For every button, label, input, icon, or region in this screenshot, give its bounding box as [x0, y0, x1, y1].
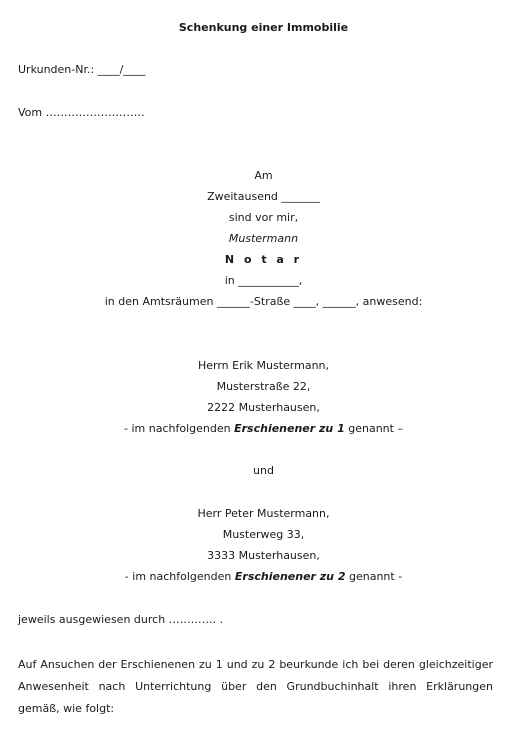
party-2-designation: [0, 570, 527, 584]
party-2-city: 3333 Musterhausen,: [207, 549, 320, 562]
preamble-before-me: sind vor mir,: [228, 211, 299, 224]
conjunction-und: und: [253, 464, 274, 477]
party-1-designation-role: Erschienener zu 1: [234, 422, 345, 435]
party-1-designation: [0, 422, 527, 436]
document-title: Schenkung einer Immobilie: [178, 21, 349, 34]
closing-paragraph: Auf Ansuchen der Erschienenen zu 1 und zu 2 beurkunde ich bei deren gleichzeitiger Anwesenheit nach Unterrichtung über den Grundbuchinhalt ihren Erklärungen gemäß, wie folgt:: [18, 658, 493, 715]
deed-number-line: Urkunden-Nr.: ____/____: [18, 63, 146, 76]
party-1-name: Herrn Erik Mustermann,: [197, 359, 330, 372]
party-2-name: Herr Peter Mustermann,: [197, 507, 330, 520]
notary-title: N o t a r: [224, 253, 303, 266]
party-2-designation-prefix: - im nachfolgenden: [124, 570, 235, 583]
party-2-designation-suffix: genannt -: [345, 570, 403, 583]
party-1-city: 2222 Musterhausen,: [207, 401, 320, 414]
notary-name: Mustermann: [228, 232, 299, 245]
party-2-street: Musterweg 33,: [222, 528, 305, 541]
date-line: Vom ………………………: [18, 106, 145, 119]
preamble-am: Am: [254, 169, 273, 182]
office-address: in den Amtsräumen ______-Straße ____, ______, anwesend:: [104, 295, 423, 308]
identification-line: jeweils ausgewiesen durch …………. .: [18, 613, 224, 626]
preamble-year: Zweitausend _______: [207, 190, 320, 203]
party-2-designation-role: Erschienener zu 2: [234, 570, 346, 583]
notary-location: in ___________,: [224, 274, 303, 287]
party-1-designation-prefix: - im nachfolgenden: [124, 422, 235, 435]
party-1-street: Musterstraße 22,: [216, 380, 311, 393]
party-1-designation-suffix: genannt –: [344, 422, 403, 435]
